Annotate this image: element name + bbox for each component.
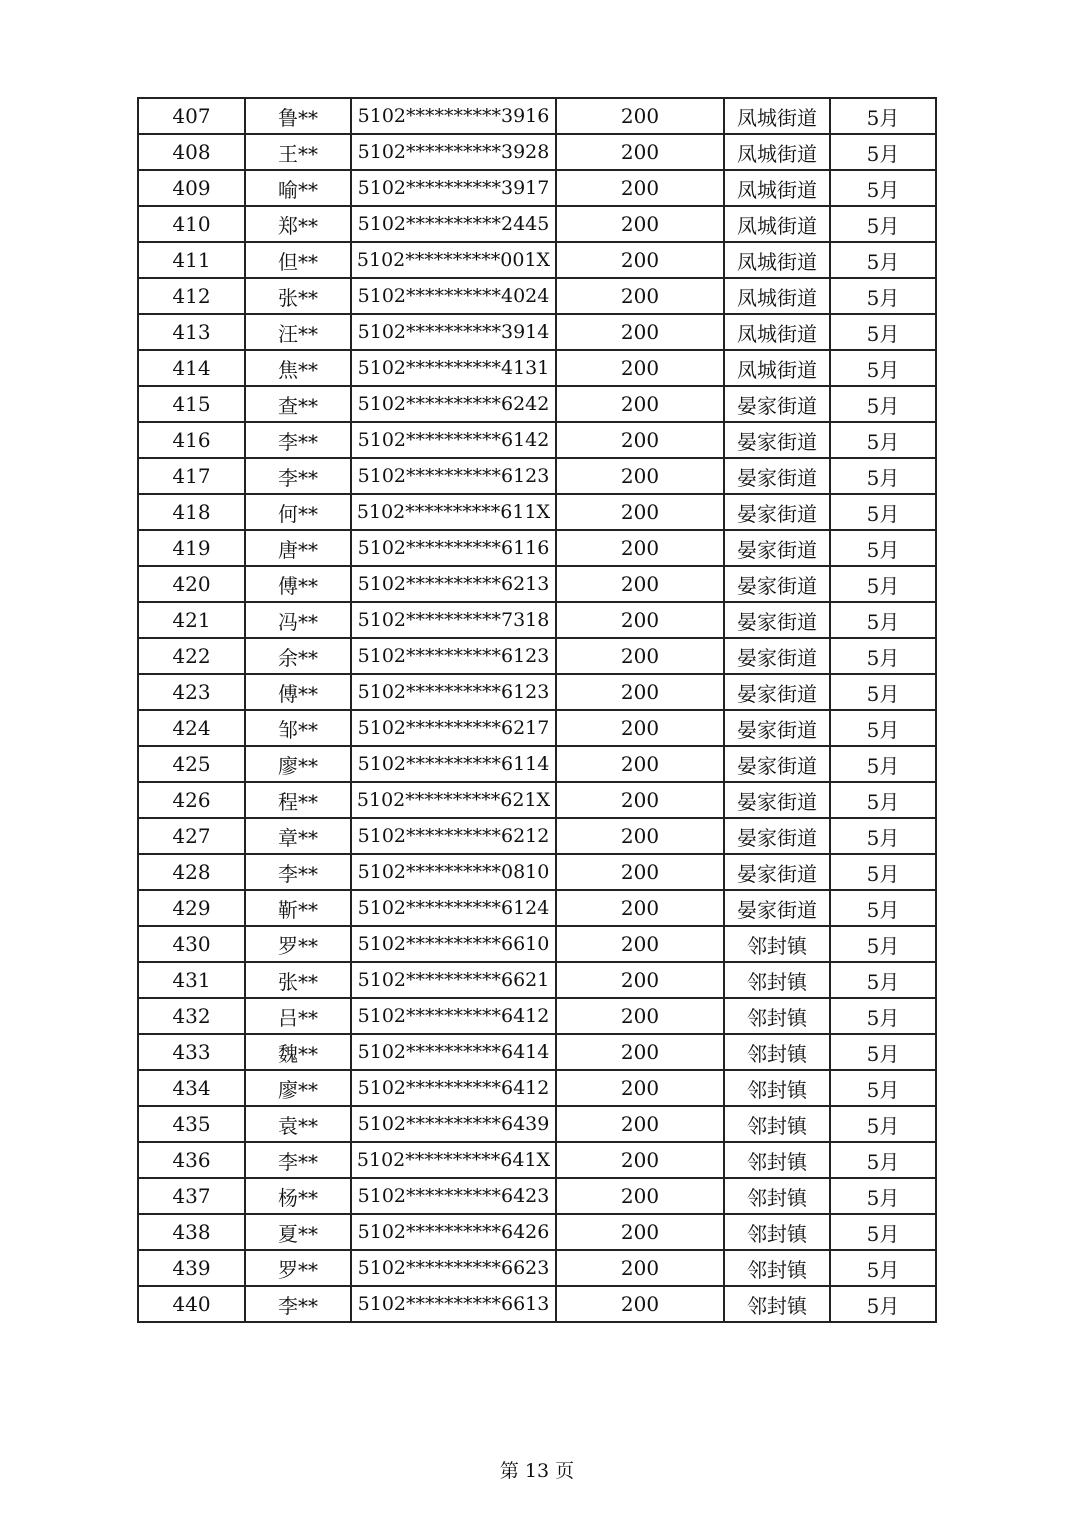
month-cell: 5月 (830, 782, 936, 818)
month-cell: 5月 (830, 1070, 936, 1106)
street-cell: 晏家街道 (724, 746, 830, 782)
month-cell: 5月 (830, 1106, 936, 1142)
amount-cell: 200 (556, 674, 724, 710)
serial-number-cell: 424 (138, 710, 245, 746)
month-cell: 5月 (830, 998, 936, 1034)
table-row (138, 458, 936, 494)
serial-number-cell: 429 (138, 890, 245, 926)
serial-number-cell: 425 (138, 746, 245, 782)
amount-cell: 200 (556, 98, 724, 134)
amount-cell: 200 (556, 206, 724, 242)
amount-cell: 200 (556, 422, 724, 458)
month-cell: 5月 (830, 962, 936, 998)
id-number-cell: 5102**********6613 (351, 1286, 556, 1322)
serial-number-cell: 419 (138, 530, 245, 566)
name-cell: 李** (245, 422, 351, 458)
amount-cell: 200 (556, 386, 724, 422)
id-number-cell: 5102**********3916 (351, 98, 556, 134)
amount-cell: 200 (556, 1106, 724, 1142)
street-cell: 晏家街道 (724, 602, 830, 638)
serial-number-cell: 417 (138, 458, 245, 494)
table-row (138, 206, 936, 242)
month-cell: 5月 (830, 1178, 936, 1214)
amount-cell: 200 (556, 818, 724, 854)
amount-cell: 200 (556, 890, 724, 926)
id-number-cell: 5102**********641X (351, 1142, 556, 1178)
serial-number-cell: 427 (138, 818, 245, 854)
month-cell: 5月 (830, 530, 936, 566)
name-cell: 何** (245, 494, 351, 530)
name-cell: 汪** (245, 314, 351, 350)
id-number-cell: 5102**********6213 (351, 566, 556, 602)
name-cell: 张** (245, 962, 351, 998)
table-row (138, 134, 936, 170)
serial-number-cell: 440 (138, 1286, 245, 1322)
amount-cell: 200 (556, 458, 724, 494)
name-cell: 李** (245, 458, 351, 494)
serial-number-cell: 422 (138, 638, 245, 674)
id-number-cell: 5102**********6123 (351, 674, 556, 710)
table-row (138, 530, 936, 566)
amount-cell: 200 (556, 170, 724, 206)
name-cell: 喻** (245, 170, 351, 206)
street-cell: 邻封镇 (724, 998, 830, 1034)
table-row (138, 242, 936, 278)
serial-number-cell: 433 (138, 1034, 245, 1070)
street-cell: 邻封镇 (724, 1178, 830, 1214)
month-cell: 5月 (830, 170, 936, 206)
serial-number-cell: 415 (138, 386, 245, 422)
street-cell: 晏家街道 (724, 386, 830, 422)
table-row (138, 1034, 936, 1070)
street-cell: 晏家街道 (724, 782, 830, 818)
id-number-cell: 5102**********6412 (351, 1070, 556, 1106)
street-cell: 晏家街道 (724, 494, 830, 530)
page-number: 第 13 页 (499, 1460, 575, 1482)
name-cell: 李** (245, 1286, 351, 1322)
table-row (138, 278, 936, 314)
name-cell: 李** (245, 1142, 351, 1178)
street-cell: 邻封镇 (724, 926, 830, 962)
street-cell: 凤城街道 (724, 170, 830, 206)
month-cell: 5月 (830, 494, 936, 530)
serial-number-cell: 423 (138, 674, 245, 710)
serial-number-cell: 430 (138, 926, 245, 962)
month-cell: 5月 (830, 206, 936, 242)
amount-cell: 200 (556, 926, 724, 962)
table-row (138, 1250, 936, 1286)
id-number-cell: 5102**********6142 (351, 422, 556, 458)
serial-number-cell: 428 (138, 854, 245, 890)
street-cell: 晏家街道 (724, 674, 830, 710)
serial-number-cell: 426 (138, 782, 245, 818)
amount-cell: 200 (556, 350, 724, 386)
month-cell: 5月 (830, 638, 936, 674)
id-number-cell: 5102**********6123 (351, 458, 556, 494)
amount-cell: 200 (556, 242, 724, 278)
id-number-cell: 5102**********611X (351, 494, 556, 530)
amount-cell: 200 (556, 1178, 724, 1214)
month-cell: 5月 (830, 242, 936, 278)
amount-cell: 200 (556, 710, 724, 746)
id-number-cell: 5102**********6114 (351, 746, 556, 782)
month-cell: 5月 (830, 926, 936, 962)
id-number-cell: 5102**********001X (351, 242, 556, 278)
month-cell: 5月 (830, 1250, 936, 1286)
street-cell: 晏家街道 (724, 710, 830, 746)
amount-cell: 200 (556, 314, 724, 350)
table-row (138, 1070, 936, 1106)
id-number-cell: 5102**********6217 (351, 710, 556, 746)
table-row (138, 422, 936, 458)
table-row (138, 746, 936, 782)
name-cell: 鲁** (245, 98, 351, 134)
name-cell: 罗** (245, 1250, 351, 1286)
id-number-cell: 5102**********6610 (351, 926, 556, 962)
street-cell: 邻封镇 (724, 1106, 830, 1142)
serial-number-cell: 409 (138, 170, 245, 206)
serial-number-cell: 431 (138, 962, 245, 998)
table-row (138, 170, 936, 206)
table-row (138, 890, 936, 926)
street-cell: 晏家街道 (724, 854, 830, 890)
month-cell: 5月 (830, 98, 936, 134)
serial-number-cell: 421 (138, 602, 245, 638)
amount-cell: 200 (556, 746, 724, 782)
serial-number-cell: 411 (138, 242, 245, 278)
street-cell: 邻封镇 (724, 1142, 830, 1178)
name-cell: 廖** (245, 1070, 351, 1106)
roster-table (137, 97, 937, 1323)
street-cell: 邻封镇 (724, 1250, 830, 1286)
serial-number-cell: 439 (138, 1250, 245, 1286)
street-cell: 晏家街道 (724, 890, 830, 926)
serial-number-cell: 410 (138, 206, 245, 242)
street-cell: 邻封镇 (724, 1034, 830, 1070)
id-number-cell: 5102**********6439 (351, 1106, 556, 1142)
serial-number-cell: 413 (138, 314, 245, 350)
amount-cell: 200 (556, 1286, 724, 1322)
month-cell: 5月 (830, 314, 936, 350)
name-cell: 郑** (245, 206, 351, 242)
serial-number-cell: 416 (138, 422, 245, 458)
table-row (138, 818, 936, 854)
amount-cell: 200 (556, 962, 724, 998)
id-number-cell: 5102**********6116 (351, 530, 556, 566)
name-cell: 唐** (245, 530, 351, 566)
month-cell: 5月 (830, 1142, 936, 1178)
serial-number-cell: 437 (138, 1178, 245, 1214)
name-cell: 邹** (245, 710, 351, 746)
amount-cell: 200 (556, 1250, 724, 1286)
table-row (138, 98, 936, 134)
street-cell: 晏家街道 (724, 458, 830, 494)
amount-cell: 200 (556, 854, 724, 890)
serial-number-cell: 438 (138, 1214, 245, 1250)
table-row (138, 926, 936, 962)
table-row (138, 674, 936, 710)
id-number-cell: 5102**********3928 (351, 134, 556, 170)
table-row (138, 350, 936, 386)
id-number-cell: 5102**********6124 (351, 890, 556, 926)
table-row (138, 638, 936, 674)
street-cell: 晏家街道 (724, 818, 830, 854)
amount-cell: 200 (556, 1142, 724, 1178)
table-row (138, 998, 936, 1034)
serial-number-cell: 412 (138, 278, 245, 314)
amount-cell: 200 (556, 1214, 724, 1250)
month-cell: 5月 (830, 1214, 936, 1250)
serial-number-cell: 432 (138, 998, 245, 1034)
table-row (138, 314, 936, 350)
name-cell: 罗** (245, 926, 351, 962)
street-cell: 凤城街道 (724, 98, 830, 134)
street-cell: 凤城街道 (724, 206, 830, 242)
name-cell: 余** (245, 638, 351, 674)
month-cell: 5月 (830, 1034, 936, 1070)
street-cell: 邻封镇 (724, 1070, 830, 1106)
id-number-cell: 5102**********6212 (351, 818, 556, 854)
month-cell: 5月 (830, 746, 936, 782)
name-cell: 王** (245, 134, 351, 170)
street-cell: 晏家街道 (724, 566, 830, 602)
id-number-cell: 5102**********6412 (351, 998, 556, 1034)
name-cell: 傅** (245, 566, 351, 602)
name-cell: 查** (245, 386, 351, 422)
street-cell: 凤城街道 (724, 278, 830, 314)
name-cell: 吕** (245, 998, 351, 1034)
street-cell: 晏家街道 (724, 422, 830, 458)
serial-number-cell: 434 (138, 1070, 245, 1106)
table-row (138, 1286, 936, 1322)
name-cell: 张** (245, 278, 351, 314)
amount-cell: 200 (556, 494, 724, 530)
name-cell: 但** (245, 242, 351, 278)
street-cell: 邻封镇 (724, 962, 830, 998)
street-cell: 凤城街道 (724, 314, 830, 350)
id-number-cell: 5102**********6623 (351, 1250, 556, 1286)
name-cell: 冯** (245, 602, 351, 638)
table-row (138, 1178, 936, 1214)
month-cell: 5月 (830, 566, 936, 602)
table-row (138, 782, 936, 818)
month-cell: 5月 (830, 818, 936, 854)
id-number-cell: 5102**********6242 (351, 386, 556, 422)
table-row (138, 1106, 936, 1142)
serial-number-cell: 436 (138, 1142, 245, 1178)
month-cell: 5月 (830, 710, 936, 746)
name-cell: 夏** (245, 1214, 351, 1250)
id-number-cell: 5102**********6423 (351, 1178, 556, 1214)
table-row (138, 494, 936, 530)
amount-cell: 200 (556, 782, 724, 818)
id-number-cell: 5102**********6123 (351, 638, 556, 674)
name-cell: 靳** (245, 890, 351, 926)
street-cell: 凤城街道 (724, 350, 830, 386)
name-cell: 杨** (245, 1178, 351, 1214)
id-number-cell: 5102**********2445 (351, 206, 556, 242)
name-cell: 程** (245, 782, 351, 818)
serial-number-cell: 414 (138, 350, 245, 386)
id-number-cell: 5102**********7318 (351, 602, 556, 638)
id-number-cell: 5102**********4131 (351, 350, 556, 386)
serial-number-cell: 418 (138, 494, 245, 530)
table-row (138, 1142, 936, 1178)
id-number-cell: 5102**********3914 (351, 314, 556, 350)
street-cell: 凤城街道 (724, 242, 830, 278)
street-cell: 邻封镇 (724, 1286, 830, 1322)
table-row (138, 710, 936, 746)
month-cell: 5月 (830, 458, 936, 494)
month-cell: 5月 (830, 674, 936, 710)
serial-number-cell: 420 (138, 566, 245, 602)
month-cell: 5月 (830, 422, 936, 458)
street-cell: 凤城街道 (724, 134, 830, 170)
month-cell: 5月 (830, 602, 936, 638)
name-cell: 章** (245, 818, 351, 854)
id-number-cell: 5102**********0810 (351, 854, 556, 890)
amount-cell: 200 (556, 1070, 724, 1106)
table-row (138, 602, 936, 638)
amount-cell: 200 (556, 134, 724, 170)
street-cell: 邻封镇 (724, 1214, 830, 1250)
id-number-cell: 5102**********621X (351, 782, 556, 818)
name-cell: 焦** (245, 350, 351, 386)
month-cell: 5月 (830, 350, 936, 386)
table-row (138, 1214, 936, 1250)
id-number-cell: 5102**********4024 (351, 278, 556, 314)
month-cell: 5月 (830, 890, 936, 926)
amount-cell: 200 (556, 278, 724, 314)
street-cell: 晏家街道 (724, 638, 830, 674)
month-cell: 5月 (830, 134, 936, 170)
name-cell: 魏** (245, 1034, 351, 1070)
table-row (138, 566, 936, 602)
month-cell: 5月 (830, 278, 936, 314)
month-cell: 5月 (830, 386, 936, 422)
amount-cell: 200 (556, 566, 724, 602)
month-cell: 5月 (830, 1286, 936, 1322)
street-cell: 晏家街道 (724, 530, 830, 566)
amount-cell: 200 (556, 638, 724, 674)
serial-number-cell: 408 (138, 134, 245, 170)
name-cell: 廖** (245, 746, 351, 782)
amount-cell: 200 (556, 1034, 724, 1070)
id-number-cell: 5102**********6621 (351, 962, 556, 998)
id-number-cell: 5102**********3917 (351, 170, 556, 206)
serial-number-cell: 407 (138, 98, 245, 134)
id-number-cell: 5102**********6414 (351, 1034, 556, 1070)
month-cell: 5月 (830, 854, 936, 890)
name-cell: 李** (245, 854, 351, 890)
table-row (138, 854, 936, 890)
amount-cell: 200 (556, 602, 724, 638)
amount-cell: 200 (556, 530, 724, 566)
table-row (138, 962, 936, 998)
roster-table-body (138, 98, 936, 1322)
name-cell: 袁** (245, 1106, 351, 1142)
name-cell: 傅** (245, 674, 351, 710)
serial-number-cell: 435 (138, 1106, 245, 1142)
amount-cell: 200 (556, 998, 724, 1034)
table-row (138, 386, 936, 422)
id-number-cell: 5102**********6426 (351, 1214, 556, 1250)
